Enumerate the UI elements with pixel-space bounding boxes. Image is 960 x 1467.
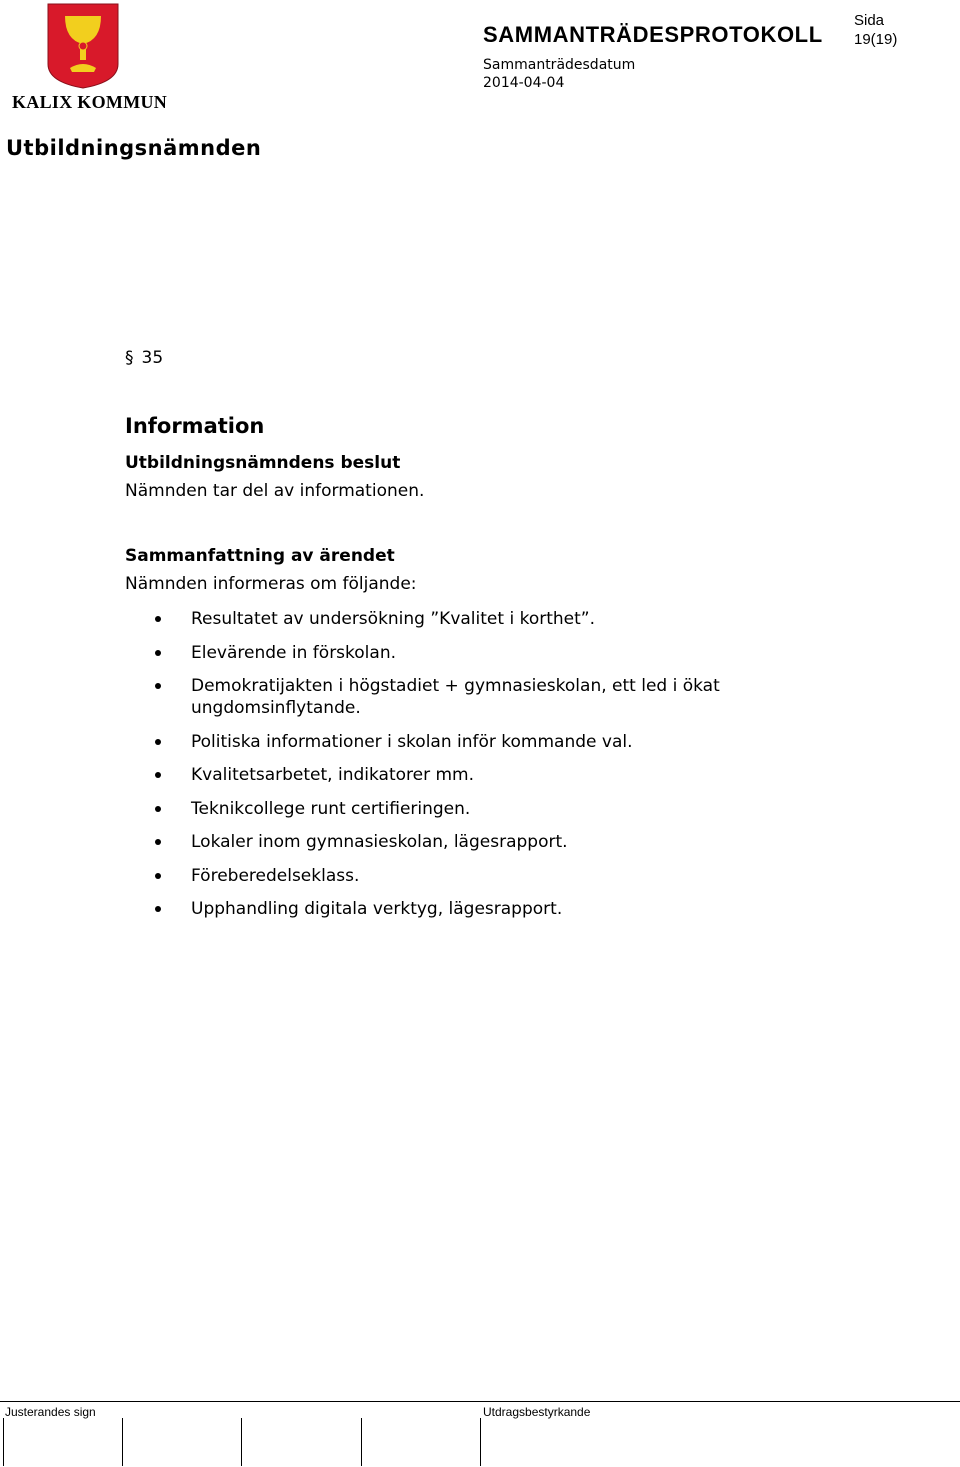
meeting-date-value: 2014-04-04 xyxy=(483,75,565,91)
paragraph-number-value: 35 xyxy=(141,348,164,368)
list-item: Resultatet av undersökning ”Kvalitet i korthet”. xyxy=(155,608,805,630)
meeting-date-label: Sammanträdesdatum xyxy=(483,57,636,73)
paragraph-number xyxy=(125,348,163,368)
item-title: Information xyxy=(125,414,265,438)
extract-certifier-label: Utdragsbestyrkande xyxy=(483,1405,591,1419)
paragraph-symbol: § xyxy=(125,348,134,368)
adjuster-sign-label: Justerandes sign xyxy=(5,1405,96,1419)
decision-text: Nämnden tar del av informationen. xyxy=(125,481,425,501)
information-points-list xyxy=(155,608,805,932)
signature-box-divider xyxy=(480,1418,481,1466)
logo-text: KALIX KOMMUN xyxy=(12,92,168,112)
signature-box-divider xyxy=(3,1418,4,1466)
list-item: Lokaler inom gymnasieskolan, lägesrapport. xyxy=(155,831,805,853)
signature-box-divider xyxy=(122,1418,123,1466)
summary-intro: Nämnden informeras om följande: xyxy=(125,574,417,594)
document-type: SAMMANTRÄDESPROTOKOLL xyxy=(483,22,823,47)
summary-heading: Sammanfattning av ärendet xyxy=(125,546,395,566)
page-label: Sida xyxy=(854,12,885,29)
list-item: Elevärende in förskolan. xyxy=(155,642,805,664)
signature-box-divider xyxy=(241,1418,242,1466)
list-item: Kvalitetsarbetet, indikatorer mm. xyxy=(155,764,805,786)
signature-footer xyxy=(0,1401,960,1467)
list-item: Upphandling digitala verktyg, lägesrapport. xyxy=(155,898,805,920)
list-item: Föreberedelseklass. xyxy=(155,865,805,887)
list-item: Politiska informationer i skolan inför kommande val. xyxy=(155,731,805,753)
list-item: Demokratijakten i högstadiet + gymnasieskolan, ett led i ökat ungdomsinflytande. xyxy=(155,675,805,719)
signature-box-divider xyxy=(361,1418,362,1466)
organization-name: Utbildningsnämnden xyxy=(6,136,262,160)
list-item: Teknikcollege runt certifieringen. xyxy=(155,798,805,820)
decision-heading: Utbildningsnämndens beslut xyxy=(125,453,401,473)
page-number: 19(19) xyxy=(854,31,898,48)
